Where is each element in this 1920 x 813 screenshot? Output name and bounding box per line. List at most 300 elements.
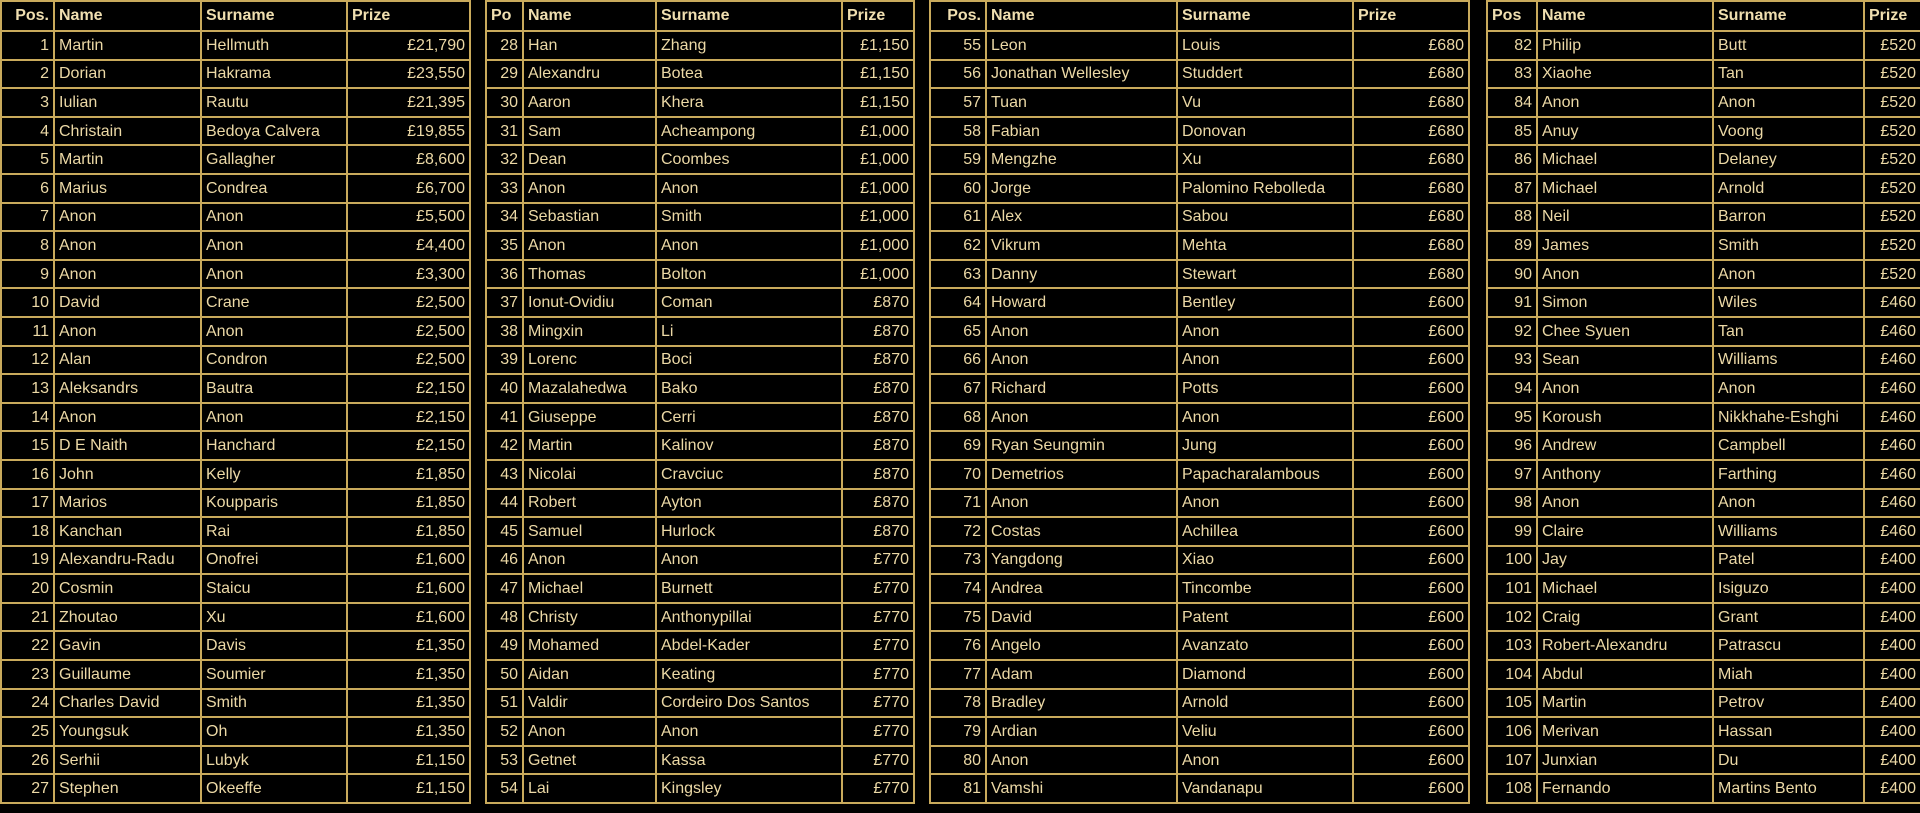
surname-cell: Miah [1713,660,1864,689]
table-row [930,631,1469,660]
results-table-4 [1486,0,1920,804]
pos-cell: 80 [930,746,986,775]
pos-cell: 4 [1,117,54,146]
name-cell: Philip [1537,31,1713,60]
table-row [486,603,914,632]
table-row [930,174,1469,203]
name-cell: Sam [523,117,656,146]
table-row [1,145,470,174]
prize-cell: £770 [842,717,914,746]
name-cell: Han [523,31,656,60]
name-cell: Danny [986,260,1177,289]
surname-cell: Smith [656,203,842,232]
name-cell: Dorian [54,60,201,89]
name-cell: Fernando [1537,774,1713,803]
table-row [1487,374,1920,403]
name-cell: Aidan [523,660,656,689]
surname-cell: Grant [1713,603,1864,632]
results-table-2 [485,0,915,804]
pos-cell: 94 [1487,374,1537,403]
prize-cell: £2,500 [347,288,470,317]
pos-cell: 36 [486,260,523,289]
pos-cell: 15 [1,431,54,460]
prize-cell: £400 [1864,603,1920,632]
pos-cell: 60 [930,174,986,203]
surname-cell: Cravciuc [656,460,842,489]
table-row [1,374,470,403]
name-cell: Anon [1537,374,1713,403]
surname-cell: Anon [656,546,842,575]
name-cell: Junxian [1537,746,1713,775]
name-cell: Craig [1537,603,1713,632]
results-table-3 [929,0,1470,804]
prize-cell: £600 [1353,403,1469,432]
surname-cell: Wiles [1713,288,1864,317]
surname-cell: Xiao [1177,546,1353,575]
pos-cell: 62 [930,231,986,260]
name-header: Name [1537,1,1713,31]
table-row [1,346,470,375]
pos-header: Pos. [1,1,54,31]
pos-cell: 75 [930,603,986,632]
surname-cell: Abdel-Kader [656,631,842,660]
name-cell: Kanchan [54,517,201,546]
name-cell: Samuel [523,517,656,546]
surname-cell: Barron [1713,203,1864,232]
prize-cell: £600 [1353,489,1469,518]
prize-cell: £2,500 [347,346,470,375]
prize-cell: £520 [1864,60,1920,89]
table-row [1487,346,1920,375]
prize-cell: £21,395 [347,88,470,117]
table-row [930,489,1469,518]
pos-cell: 43 [486,460,523,489]
table-row [930,546,1469,575]
table-row [486,631,914,660]
surname-cell: Anon [1177,746,1353,775]
surname-cell: Farthing [1713,460,1864,489]
table-row [486,546,914,575]
surname-cell: Vandanapu [1177,774,1353,803]
prize-cell: £600 [1353,460,1469,489]
surname-cell: Voong [1713,117,1864,146]
surname-cell: Staicu [201,574,347,603]
name-cell: Jorge [986,174,1177,203]
pos-cell: 86 [1487,145,1537,174]
pos-header: Po [486,1,523,31]
surname-cell: Anthonypillai [656,603,842,632]
prize-cell: £520 [1864,117,1920,146]
pos-cell: 64 [930,288,986,317]
table-row [930,660,1469,689]
pos-cell: 3 [1,88,54,117]
surname-cell: Studdert [1177,60,1353,89]
prize-cell: £870 [842,346,914,375]
table-row [930,145,1469,174]
surname-cell: Anon [201,317,347,346]
prize-cell: £680 [1353,31,1469,60]
name-cell: Marius [54,174,201,203]
table-row [1,288,470,317]
surname-cell: Okeeffe [201,774,347,803]
surname-cell: Kassa [656,746,842,775]
name-cell: Andrew [1537,431,1713,460]
prize-cell: £1,150 [842,60,914,89]
name-cell: Charles David [54,689,201,718]
table-row [930,403,1469,432]
prize-header: Prize [842,1,914,31]
table-row [486,574,914,603]
name-cell: Anon [1537,88,1713,117]
prize-cell: £1,600 [347,574,470,603]
prize-cell: £600 [1353,717,1469,746]
header-row [486,1,914,31]
pos-cell: 46 [486,546,523,575]
prize-cell: £600 [1353,689,1469,718]
pos-cell: 44 [486,489,523,518]
name-cell: Martin [54,31,201,60]
pos-cell: 5 [1,145,54,174]
surname-cell: Condron [201,346,347,375]
table-row [486,288,914,317]
pos-cell: 93 [1487,346,1537,375]
pos-cell: 48 [486,603,523,632]
pos-cell: 87 [1487,174,1537,203]
pos-cell: 97 [1487,460,1537,489]
name-cell: Mazalahedwa [523,374,656,403]
table-row [1487,117,1920,146]
table-row [486,317,914,346]
table-body [930,31,1469,803]
prize-cell: £520 [1864,231,1920,260]
table-row [930,203,1469,232]
name-cell: Anon [54,231,201,260]
prize-cell: £460 [1864,489,1920,518]
table-row [1,31,470,60]
prize-cell: £1,000 [842,145,914,174]
name-cell: Adam [986,660,1177,689]
surname-cell: Kelly [201,460,347,489]
name-cell: Ryan Seungmin [986,431,1177,460]
pos-cell: 45 [486,517,523,546]
pos-cell: 81 [930,774,986,803]
prize-cell: £4,400 [347,231,470,260]
table-row [1,88,470,117]
pos-cell: 73 [930,546,986,575]
prize-cell: £680 [1353,260,1469,289]
name-cell: Guillaume [54,660,201,689]
pos-cell: 59 [930,145,986,174]
name-cell: Robert-Alexandru [1537,631,1713,660]
prize-cell: £2,150 [347,374,470,403]
prize-cell: £400 [1864,660,1920,689]
name-cell: Anon [523,231,656,260]
name-cell: Anon [523,546,656,575]
prize-cell: £600 [1353,660,1469,689]
name-cell: Ionut-Ovidiu [523,288,656,317]
table-row [486,145,914,174]
table-row [1487,88,1920,117]
surname-cell: Anon [656,717,842,746]
surname-cell: Potts [1177,374,1353,403]
table-row [1,203,470,232]
pos-cell: 27 [1,774,54,803]
surname-cell: Ayton [656,489,842,518]
name-cell: James [1537,231,1713,260]
prize-cell: £770 [842,660,914,689]
surname-cell: Anon [1177,317,1353,346]
surname-header: Surname [201,1,347,31]
name-cell: Michael [523,574,656,603]
prize-cell: £5,500 [347,203,470,232]
table-row [930,231,1469,260]
name-cell: Jonathan Wellesley [986,60,1177,89]
table-row [1,60,470,89]
surname-cell: Isiguzo [1713,574,1864,603]
pos-cell: 84 [1487,88,1537,117]
table-row [930,717,1469,746]
prize-cell: £1,150 [347,774,470,803]
table-row [486,203,914,232]
prize-header: Prize [1353,1,1469,31]
pos-cell: 2 [1,60,54,89]
prize-cell: £1,000 [842,174,914,203]
name-cell: Anon [54,403,201,432]
surname-cell: Li [656,317,842,346]
pos-cell: 71 [930,489,986,518]
surname-cell: Delaney [1713,145,1864,174]
table-row [486,517,914,546]
prize-cell: £1,600 [347,603,470,632]
table-row [1487,460,1920,489]
surname-cell: Anon [201,231,347,260]
name-cell: Demetrios [986,460,1177,489]
name-cell: Nicolai [523,460,656,489]
table-row [930,288,1469,317]
name-cell: Anon [523,174,656,203]
prize-cell: £1,150 [347,746,470,775]
prize-cell: £1,150 [842,88,914,117]
prize-cell: £600 [1353,346,1469,375]
table-row [486,117,914,146]
table-row [486,231,914,260]
prize-cell: £600 [1353,374,1469,403]
prize-cell: £460 [1864,346,1920,375]
table-row [486,460,914,489]
pos-cell: 40 [486,374,523,403]
name-header: Name [54,1,201,31]
table-row [486,60,914,89]
prize-cell: £520 [1864,145,1920,174]
name-cell: Simon [1537,288,1713,317]
surname-cell: Cordeiro Dos Santos [656,689,842,718]
pos-cell: 50 [486,660,523,689]
name-cell: Jay [1537,546,1713,575]
surname-cell: Papacharalambous [1177,460,1353,489]
surname-cell: Smith [201,689,347,718]
table-row [1487,231,1920,260]
prize-cell: £460 [1864,403,1920,432]
prize-cell: £870 [842,431,914,460]
pos-cell: 26 [1,746,54,775]
name-cell: Abdul [1537,660,1713,689]
prize-cell: £600 [1353,546,1469,575]
prize-cell: £600 [1353,774,1469,803]
surname-cell: Bolton [656,260,842,289]
pos-cell: 31 [486,117,523,146]
prize-cell: £770 [842,546,914,575]
pos-cell: 91 [1487,288,1537,317]
table-row [486,689,914,718]
name-header: Name [986,1,1177,31]
surname-cell: Nikkhahe-Eshghi [1713,403,1864,432]
surname-cell: Anon [201,203,347,232]
surname-cell: Soumier [201,660,347,689]
pos-cell: 8 [1,231,54,260]
table-row [1,260,470,289]
prize-cell: £680 [1353,231,1469,260]
table-row [1487,746,1920,775]
surname-cell: Williams [1713,346,1864,375]
table-row [1487,317,1920,346]
name-cell: David [54,288,201,317]
pos-cell: 85 [1487,117,1537,146]
surname-cell: Bedoya Calvera [201,117,347,146]
surname-cell: Anon [1177,489,1353,518]
prize-cell: £600 [1353,574,1469,603]
name-cell: Christy [523,603,656,632]
table-row [1,489,470,518]
table-row [486,31,914,60]
surname-cell: Diamond [1177,660,1353,689]
surname-cell: Veliu [1177,717,1353,746]
surname-cell: Arnold [1177,689,1353,718]
pos-cell: 61 [930,203,986,232]
table-row [1,517,470,546]
surname-cell: Jung [1177,431,1353,460]
table-row [930,60,1469,89]
name-cell: Koroush [1537,403,1713,432]
name-cell: Anon [523,717,656,746]
pos-cell: 30 [486,88,523,117]
surname-cell: Sabou [1177,203,1353,232]
pos-cell: 14 [1,403,54,432]
table-row [1,631,470,660]
surname-cell: Anon [201,403,347,432]
table-row [1,774,470,803]
table-row [1,574,470,603]
surname-cell: Hakrama [201,60,347,89]
surname-cell: Koupparis [201,489,347,518]
pos-cell: 78 [930,689,986,718]
prize-cell: £1,150 [842,31,914,60]
table-body [1,31,470,803]
name-cell: Xiaohe [1537,60,1713,89]
name-cell: Dean [523,145,656,174]
prize-cell: £2,500 [347,317,470,346]
prize-cell: £600 [1353,517,1469,546]
name-cell: Anon [986,489,1177,518]
prize-cell: £770 [842,574,914,603]
surname-cell: Patel [1713,546,1864,575]
name-cell: Martin [1537,689,1713,718]
pos-header: Pos. [930,1,986,31]
prize-cell: £1,000 [842,260,914,289]
prize-cell: £1,850 [347,489,470,518]
name-cell: Leon [986,31,1177,60]
prize-cell: £8,600 [347,145,470,174]
table-row [1,431,470,460]
name-cell: Martin [54,145,201,174]
prize-cell: £400 [1864,574,1920,603]
pos-cell: 54 [486,774,523,803]
name-header: Name [523,1,656,31]
table-row [486,660,914,689]
surname-cell: Kingsley [656,774,842,803]
surname-cell: Acheampong [656,117,842,146]
surname-cell: Zhang [656,31,842,60]
pos-cell: 28 [486,31,523,60]
prize-cell: £770 [842,689,914,718]
pos-cell: 89 [1487,231,1537,260]
name-cell: Thomas [523,260,656,289]
surname-cell: Khera [656,88,842,117]
table-row [1487,631,1920,660]
name-cell: Anon [1537,260,1713,289]
prize-cell: £3,300 [347,260,470,289]
prize-cell: £1,350 [347,717,470,746]
pos-cell: 38 [486,317,523,346]
pos-cell: 95 [1487,403,1537,432]
pos-cell: 96 [1487,431,1537,460]
surname-cell: Hanchard [201,431,347,460]
table-row [486,403,914,432]
pos-cell: 6 [1,174,54,203]
pos-cell: 76 [930,631,986,660]
pos-cell: 39 [486,346,523,375]
table-row [930,517,1469,546]
prize-cell: £1,350 [347,660,470,689]
table-row [486,717,914,746]
pos-cell: 58 [930,117,986,146]
table-row [486,88,914,117]
table-row [1,689,470,718]
table-row [486,374,914,403]
table-row [1487,145,1920,174]
name-cell: Michael [1537,174,1713,203]
surname-cell: Anon [1177,403,1353,432]
table-row [1,746,470,775]
prize-cell: £600 [1353,631,1469,660]
name-cell: D E Naith [54,431,201,460]
surname-cell: Condrea [201,174,347,203]
table-body [486,31,914,803]
prize-cell: £23,550 [347,60,470,89]
pos-cell: 68 [930,403,986,432]
table-row [930,774,1469,803]
name-cell: Anuy [1537,117,1713,146]
table-row [1487,689,1920,718]
surname-cell: Oh [201,717,347,746]
name-cell: Bradley [986,689,1177,718]
name-cell: Alexandru-Radu [54,546,201,575]
pos-cell: 49 [486,631,523,660]
table-row [1,317,470,346]
surname-cell: Patrascu [1713,631,1864,660]
surname-cell: Keating [656,660,842,689]
pos-cell: 102 [1487,603,1537,632]
name-cell: Lai [523,774,656,803]
